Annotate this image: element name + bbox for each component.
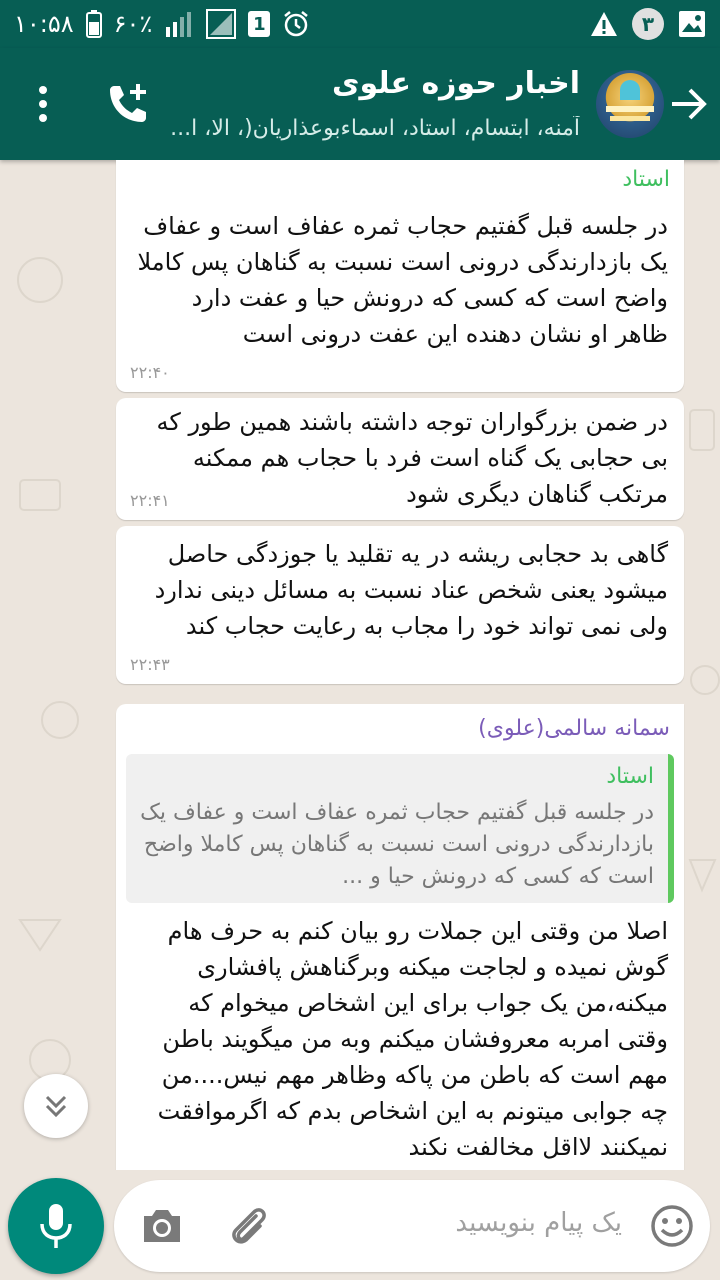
message-input-bar[interactable] [114,1180,710,1272]
chat-area[interactable] [0,160,720,1170]
message-bubble[interactable] [116,160,684,392]
status-bar [0,0,720,48]
attach-icon[interactable] [222,1200,274,1252]
message-time: ۲۲:۴۳ [130,655,170,674]
message-time: ۲۲:۴۱ [130,491,170,510]
mic-icon [36,1202,76,1250]
message-sender: استاد [622,167,670,192]
message-text: گاهی بد حجابی ریشه در یه تقلید یا جوزدگی حاصل میشود یعنی شخص عناد نسبت به مسائل دینی ندارد ولی نمی تواند خود را مجاب به رعایت حجاب کند [154,540,668,640]
group-avatar[interactable] [596,70,664,138]
gallery-icon [678,10,706,38]
add-call-icon[interactable] [104,80,152,128]
notification-badge: ۳ [632,8,664,40]
group-title[interactable]: اخبار حوزه علوی [331,66,580,101]
message-bubble[interactable] [116,526,684,684]
signal-icon [164,11,194,37]
clock: ۱۰:۵۸ [14,10,74,38]
message-time: ۲۲:۴۰ [130,363,170,382]
battery-icon [86,10,102,38]
voice-record-button[interactable] [8,1178,104,1274]
message-sender: سمانه سالمی(علوی) [478,716,670,741]
quoted-message[interactable] [126,754,674,903]
warning-icon [590,11,618,37]
message-text: در ضمن بزرگواران توجه داشته باشند همین طور که بی حجابی یک گناه است فرد با حجاب هم ممکنه مرتکب گناهان دیگری شود [156,408,668,508]
alarm-icon [282,10,310,38]
message-text: اصلا من وقتی این جملات رو بیان کنم به حرف هام گوش نمیده و لجاجت میکنه وبرگناهش پافشاری میکنه،من یک جواب برای این اشخاص میخوام که وقتی امربه معروفشان میکنم وبه من میگویند باطن مهم است که باطن من پاکه وظاهر مهم نیس....من چه جوابی میتونم به این اشخاص بدم که اگرموافقت نمیکنند لااقل مخالفت نکند [157,917,668,1161]
chat-header [0,48,720,160]
scroll-down-button[interactable] [24,1074,88,1138]
quoted-text: در جلسه قبل گفتیم حجاب ثمره عفاف است و عفاف یک بازدارندگی درونی است نسبت به گناهان پس کاملا واضح است که کسی که درونش حیا و ... [140,800,654,889]
message-bubble[interactable] [116,398,684,520]
group-members[interactable]: آمنه، ابتسام، استاد، اسماءبوعذاریان(، الا، ا... [170,116,580,141]
quoted-sender: استاد [606,764,654,789]
message-text: در جلسه قبل گفتیم حجاب ثمره عفاف است و عفاف یک بازدارندگی درونی است نسبت به گناهان پس کاملا واضح است که کسی که درونش حیا و عفت دارد ظاهر او نشان دهنده این عفت درونی است [137,212,668,348]
message-bubble[interactable] [116,704,684,1170]
menu-icon[interactable] [28,84,58,124]
camera-icon[interactable] [138,1202,186,1250]
message-input[interactable]: یک پیام بنویسید [455,1208,622,1238]
emoji-icon[interactable] [648,1202,696,1250]
back-arrow-icon[interactable] [666,82,710,126]
signal-sim2-icon [206,9,236,39]
sim-badge [248,11,270,37]
battery-percent: ۶۰٪ [113,10,153,38]
chevrons-down-icon [41,1091,71,1121]
sim-number: 1 [253,13,266,35]
